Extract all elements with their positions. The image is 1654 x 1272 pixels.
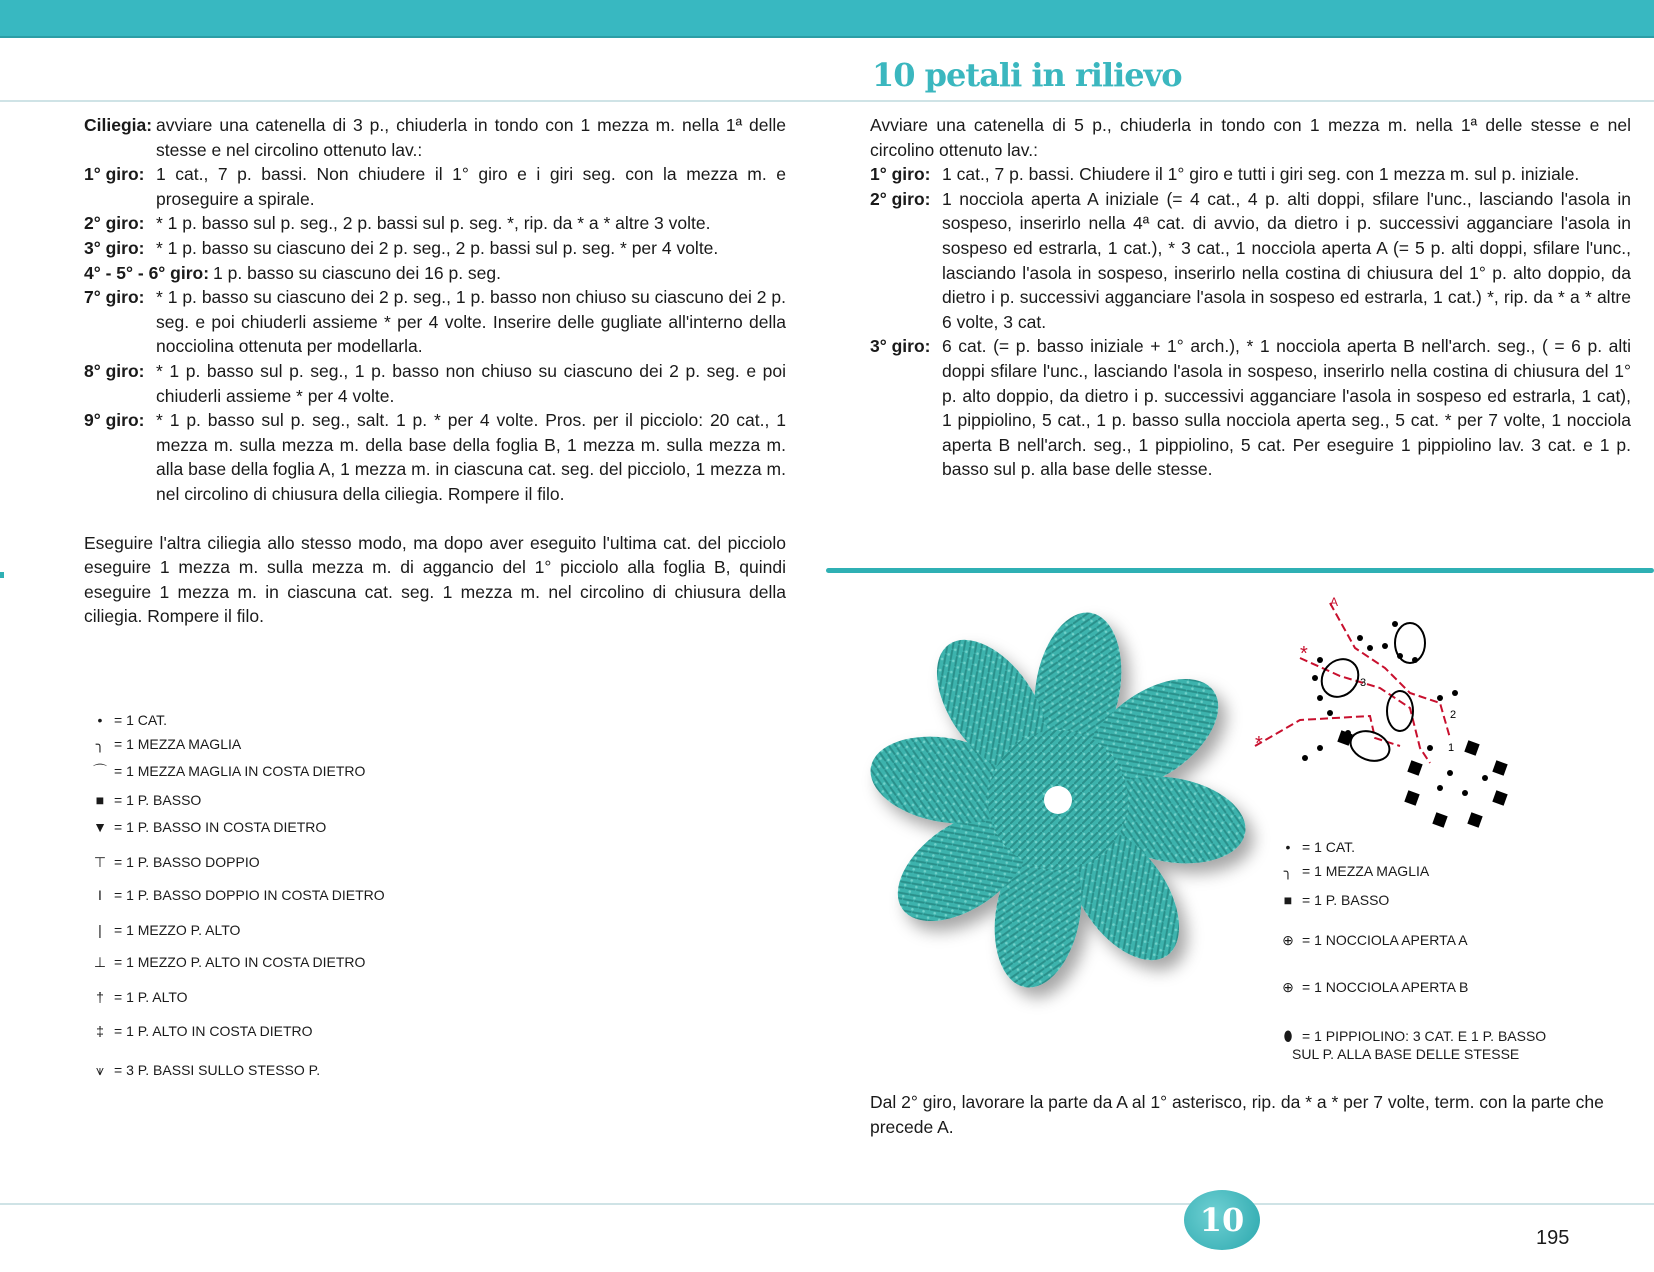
- legend-item: [1274, 932, 1468, 948]
- legend-label: = 1 P. BASSO: [1302, 892, 1390, 908]
- single-crochet-mark: [1467, 812, 1482, 827]
- note: Dal 2° giro, lavorare la parte da A al 1° asterisco, rip. da * a * per 7 volte, term. con la parte che precede A.: [870, 1092, 1604, 1137]
- legend-item: [1274, 1028, 1546, 1044]
- stitch-symbol-icon: ⬮: [1283, 1028, 1293, 1044]
- chain-dot: [1462, 790, 1468, 796]
- instruction-row: [84, 211, 786, 236]
- page-title: 10 petali in rilievo: [872, 56, 1182, 94]
- right-instructions: [870, 113, 1631, 482]
- single-crochet-mark: [1492, 760, 1507, 775]
- instruction-row: [870, 187, 1631, 335]
- instruction-row: [84, 359, 786, 408]
- chain-dot: [1427, 745, 1433, 751]
- left-instructions: [84, 113, 786, 629]
- instruction-row: [870, 162, 1631, 187]
- legend-item: [86, 712, 167, 728]
- stitch-symbol-icon: ╮: [95, 736, 105, 752]
- row-text: * 1 p. basso sul p. seg., salt. 1 p. * per 4 volte. Pros. per il picciolo: 20 cat., 1 mezza m. sulla mezza m. della base della foglia B, 1 mezza m. sulla mezza m. alla base della foglia A, 1 mezza m. in ciascuna cat. seg. del picciolo, 1 mezza m. nel circolino di chiusura della ciliegia. Rompere il filo.: [156, 410, 786, 504]
- row-label: 8° giro:: [84, 360, 145, 381]
- divider: [0, 100, 1654, 102]
- single-crochet-mark: [1432, 812, 1447, 827]
- stitch-symbol-icon: ▼: [93, 819, 107, 835]
- legend-item: [86, 819, 326, 835]
- stitch-symbol-icon: ⊤: [93, 854, 107, 870]
- instruction-row: [84, 261, 786, 286]
- instruction-row: [84, 236, 786, 261]
- row-label: 1° giro:: [870, 164, 931, 185]
- legend-item: [86, 1062, 320, 1078]
- legend-item: [86, 1023, 313, 1039]
- svg-text:*: *: [1255, 733, 1263, 755]
- chain-dot: [1367, 645, 1373, 651]
- intro: Avviare una catenella di 5 p., chiuderla in tondo con 1 mezza m. nella 1ª delle stesse e nel circolino ottenuto lav.:: [870, 115, 1631, 160]
- legend-item: [1274, 979, 1468, 995]
- chain-dot: [1312, 675, 1318, 681]
- row-text: 1 cat., 7 p. bassi. Chiudere il 1° giro e tutti i giri seg. con 1 mezza m. sul p. iniziale.: [942, 164, 1580, 185]
- paragraph: Eseguire l'altra ciliegia allo stesso modo, ma dopo aver eseguito l'ultima cat. del picciolo eseguire 1 mezza m. sulla mezza m. di aggancio del 1° picciolo alla foglia B, quindi eseguire 1 mezza m. in ciascuna cat. seg. 1 mezza m. nel circolino di chiusura della ciliegia. Rompere il filo.: [84, 532, 786, 627]
- legend-label: = 1 MEZZA MAGLIA: [114, 736, 242, 752]
- stitch-symbol-icon: |: [98, 922, 102, 938]
- instruction-row: [84, 285, 786, 359]
- chain-dot: [1357, 635, 1363, 641]
- chain-dot: [1382, 643, 1388, 649]
- chain-dot: [1437, 785, 1443, 791]
- chain-dot: [1317, 657, 1323, 663]
- row-text: 1 cat., 7 p. bassi. Non chiudere il 1° giro e i giri seg. con la mezza m. e proseguire a spirale.: [156, 164, 786, 209]
- label-1: 1: [1448, 742, 1455, 754]
- chain-dot: [1482, 775, 1488, 781]
- stitch-symbol-icon: ⊥: [93, 954, 107, 970]
- legend-item: [86, 989, 188, 1005]
- legend-label: = 1 P. ALTO: [114, 989, 188, 1005]
- crochet-flower-photo: [868, 605, 1268, 1005]
- legend-label: = 1 PIPPIOLINO: 3 CAT. E 1 P. BASSO: [1302, 1028, 1547, 1044]
- legend-item: [86, 887, 385, 903]
- legend-item: [1292, 1046, 1519, 1062]
- crochet-diagram: [1255, 595, 1580, 828]
- row-text: 6 cat. (= p. basso iniziale + 1° arch.), * 1 nocciola aperta B nell'arch. seg., ( = 6 p. alti doppi sfilare l'unc., lasciando l'asola in sospeso, inserirlo nella costina di chiusura del 1° p. alto doppio, da dietro i p. successivi agganciare l'asola in sospeso ed estrarla, 1 cat), 1 pippiolino, 5 cat., 1 p. basso sulla nocciola aperta seg., 5 cat. * per 7 volte, 1 nocciola aperta B nell'arch. seg., 1 pippiolino, 5 cat. Per eseguire 1 pippiolino lav. 3 cat. e 1 p. basso sul p. alla base delle stesse.: [942, 336, 1631, 480]
- row-label: 3° giro:: [870, 336, 931, 357]
- row-text: avviare una catenella di 3 p., chiuderla in tondo con 1 mezza m. nella 1ª delle stesse e nel circolino ottenuto lav.:: [156, 115, 786, 160]
- legend-label: = 1 P. BASSO DOPPIO: [114, 854, 260, 870]
- chain-dot: [1452, 690, 1458, 696]
- row-text: 1 p. basso su ciascuno dei 16 p. seg.: [213, 262, 502, 283]
- teal-divider: [826, 568, 1654, 573]
- single-crochet-mark: [1464, 740, 1479, 755]
- chain-dot: [1392, 621, 1398, 627]
- stitch-symbol-icon: ‡: [96, 1023, 104, 1039]
- chain-dot: [1327, 710, 1333, 716]
- label-a: A: [1330, 595, 1339, 609]
- legend-label: = 1 NOCCIOLA APERTA B: [1302, 979, 1469, 995]
- instruction-row: [84, 113, 786, 162]
- single-crochet-mark: [1407, 760, 1422, 775]
- legend-item: [86, 792, 201, 808]
- instruction-row: [870, 334, 1631, 482]
- instruction-row: [84, 408, 786, 506]
- legend-item: [86, 854, 260, 870]
- chain-dot: [1437, 695, 1443, 701]
- legend-label: = 1 CAT.: [1302, 839, 1356, 855]
- legend-label: = 1 CAT.: [114, 712, 168, 728]
- row-label: Ciliegia:: [84, 115, 153, 135]
- divider: [0, 1203, 1654, 1205]
- top-color-bar: [0, 0, 1654, 38]
- row-label: 1° giro:: [84, 164, 145, 185]
- legend-label: SUL P. ALLA BASE DELLE STESSE: [1292, 1046, 1520, 1062]
- legend-item: [1274, 892, 1389, 908]
- legend-label: = 1 P. BASSO IN COSTA DIETRO: [114, 819, 327, 835]
- row-text: * 1 p. basso su ciascuno dei 2 p. seg., 1 p. basso non chiuso su ciascuno dei 2 p. seg. e poi chiuderli assieme * per 4 volte. Inserire delle gugliate all'interno della nocciolina ottenuta per modellarla.: [156, 287, 786, 357]
- divider: [0, 572, 4, 578]
- page-number: 195: [1536, 1227, 1570, 1249]
- legend-label: = 1 MEZZO P. ALTO: [114, 922, 241, 938]
- row-text: * 1 p. basso sul p. seg., 1 p. basso non chiuso su ciascuno dei 2 p. seg. e poi chiuderli assieme * per 4 volte.: [156, 360, 786, 406]
- stitch-symbol-icon: ╮: [1283, 863, 1293, 879]
- row-text: * 1 p. basso sul p. seg., 2 p. bassi sul p. seg. *, rip. da * a * altre 3 volte.: [156, 213, 711, 234]
- svg-text:*: *: [1300, 643, 1308, 665]
- legend-item: [1274, 863, 1429, 879]
- legend-label: = 3 P. BASSI SULLO STESSO P.: [114, 1062, 321, 1078]
- legend-label: = 1 P. ALTO IN COSTA DIETRO: [114, 1023, 313, 1039]
- chapter-badge: 10: [1184, 1190, 1260, 1250]
- stitch-symbol-icon: ⊕: [1282, 932, 1294, 948]
- row-label: 7° giro:: [84, 287, 145, 308]
- row-text: 1 nocciola aperta A iniziale (= 4 cat., 4 p. alti doppi, sfilare l'unc., lasciando l'asola in sospeso, inserirlo nella 4ª cat. di avvio, da dietro i p. successivi agganciare l'asola in sospeso ed estrarla, 1 cat.), * 3 cat., 1 nocciola aperta A (= 5 p. alti doppi, sfilare l'unc., lasciando l'asola in sospeso, inserirlo nella costina di chiusura del 1° p. alto doppio, da dietro i p. successivi agganciare l'asola in sospeso ed estrarla, 1 cat.) *, rip. da * a * altre 6 volte, 3 cat.: [942, 188, 1631, 332]
- row-label: 2° giro:: [870, 188, 931, 209]
- stitch-symbol-icon: I: [98, 887, 102, 903]
- chain-dot: [1317, 695, 1323, 701]
- instruction-row: [84, 162, 786, 211]
- legend-label: = 1 MEZZA MAGLIA: [1302, 863, 1430, 879]
- legend-item: [86, 736, 241, 752]
- legend-item: [86, 763, 365, 779]
- stitch-symbol-icon: ⩛: [96, 1062, 104, 1078]
- legend-label: = 1 MEZZA MAGLIA IN COSTA DIETRO: [114, 763, 366, 779]
- legend-item: [86, 954, 365, 970]
- stitch-symbol-icon: †: [96, 989, 104, 1005]
- chain-dot: [1302, 755, 1308, 761]
- row-text: * 1 p. basso su ciascuno dei 2 p. seg., 2 p. bassi sul p. seg. * per 4 volte.: [156, 237, 719, 258]
- legend-item: [1274, 839, 1355, 855]
- stitch-symbol-icon: •: [97, 712, 103, 728]
- stitch-symbol-icon: ⌒: [93, 763, 107, 779]
- stitch-symbol-icon: ⊕: [1282, 979, 1294, 995]
- label-2: 2: [1450, 709, 1457, 721]
- legend-label: = 1 P. BASSO DOPPIO IN COSTA DIETRO: [114, 887, 385, 903]
- chain-dot: [1447, 770, 1453, 776]
- row-label: 3° giro:: [84, 237, 145, 258]
- legend-label: = 1 MEZZO P. ALTO IN COSTA DIETRO: [114, 954, 366, 970]
- row-label: 9° giro:: [84, 410, 145, 431]
- stitch-symbol-icon: •: [1285, 839, 1291, 855]
- stitch-symbol-icon: ■: [95, 792, 105, 808]
- chain-dot: [1317, 745, 1323, 751]
- label-3: 3: [1360, 677, 1367, 689]
- row-label: 2° giro:: [84, 213, 145, 234]
- single-crochet-mark: [1404, 790, 1419, 805]
- legend-item: [86, 922, 240, 938]
- row-label: 4° - 5° - 6° giro:: [84, 262, 210, 283]
- legend-label: = 1 P. BASSO: [114, 792, 202, 808]
- stitch-symbol-icon: ■: [1283, 892, 1293, 908]
- legend-label: = 1 NOCCIOLA APERTA A: [1302, 932, 1468, 948]
- single-crochet-mark: [1492, 790, 1507, 805]
